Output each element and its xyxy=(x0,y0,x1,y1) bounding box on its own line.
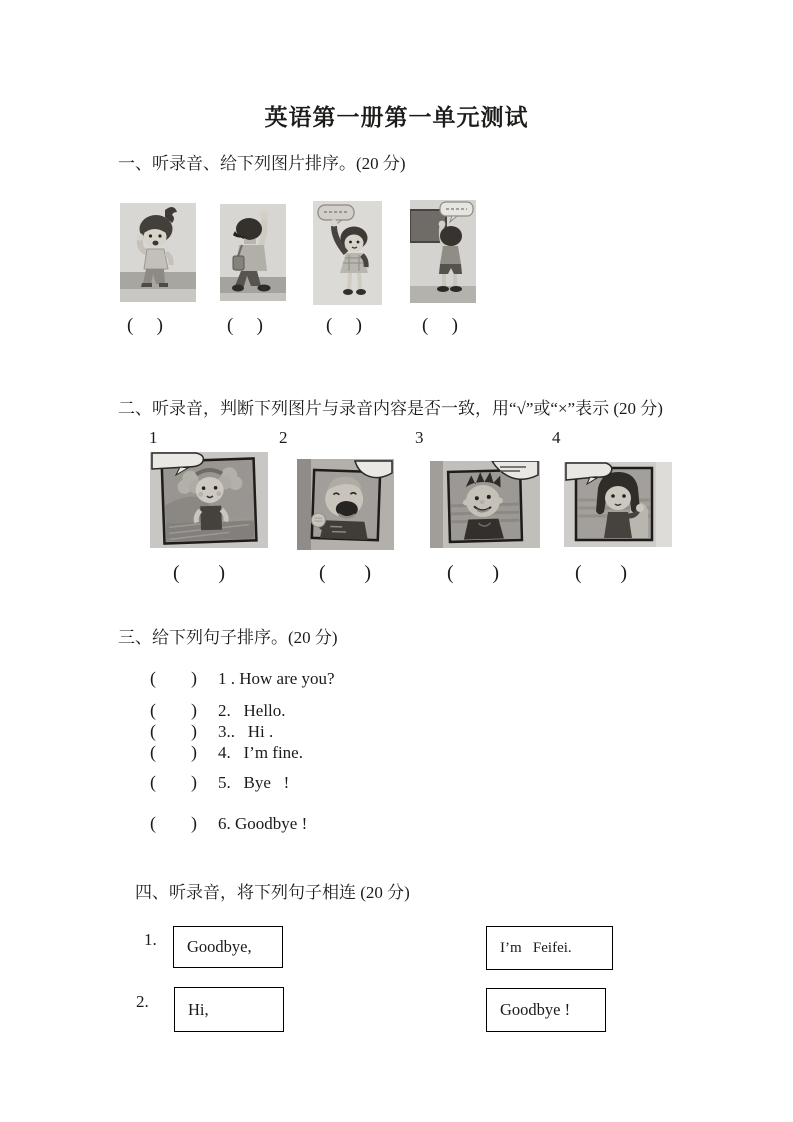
sentence-row xyxy=(150,813,307,834)
paren-open: ( xyxy=(319,562,326,584)
match-box-text: Goodbye, xyxy=(187,937,252,956)
answer-blank[interactable] xyxy=(422,316,458,335)
answer-blank[interactable] xyxy=(150,772,197,793)
paren-open: ( xyxy=(173,562,180,584)
match-number-2: 2. xyxy=(136,992,149,1011)
sentence-row xyxy=(150,772,289,793)
section4-heading: 四、听录音，将下列句子相连 (20 分) xyxy=(135,883,410,902)
match-box-right-2[interactable] xyxy=(486,988,606,1032)
match-number-1: 1. xyxy=(144,930,157,949)
paren-close: ) xyxy=(191,700,197,720)
section1-picture-1 xyxy=(120,203,196,302)
section1-picture-2 xyxy=(220,204,286,301)
sentence-row xyxy=(150,721,273,742)
paren-open: ( xyxy=(150,772,156,792)
paren-close: ) xyxy=(191,721,197,741)
match-box-left-1[interactable] xyxy=(173,926,283,968)
sentence-text: 2. Hello. xyxy=(218,701,286,720)
match-box-text: I’m Feifei. xyxy=(500,939,572,956)
girl-bob-hair-photo xyxy=(564,462,672,547)
match-box-text: Hi, xyxy=(188,999,209,1019)
paren-close: ) xyxy=(355,315,362,336)
paren-open: ( xyxy=(326,315,333,336)
sentence-text: 6. Goodbye ! xyxy=(218,814,308,833)
paren-open: ( xyxy=(447,562,454,584)
paren-open: ( xyxy=(150,721,156,741)
paren-open: ( xyxy=(150,668,156,688)
sentence-row xyxy=(150,700,286,721)
paren-close: ) xyxy=(191,813,197,833)
paren-close: ) xyxy=(451,315,458,336)
answer-blank[interactable] xyxy=(447,563,499,583)
paren-close: ) xyxy=(364,562,371,584)
answer-blank[interactable] xyxy=(150,668,197,689)
answer-blank[interactable] xyxy=(150,813,197,834)
paren-open: ( xyxy=(150,700,156,720)
paren-close: ) xyxy=(218,562,225,584)
answer-blank[interactable] xyxy=(227,316,263,335)
section1-picture-3 xyxy=(313,201,382,305)
answer-blank[interactable] xyxy=(575,563,627,583)
boy-walking-illustration xyxy=(220,204,286,301)
sentence-text: 5. Bye ! xyxy=(218,773,290,792)
section2-heading: 二、听录音，判断下列图片与录音内容是否一致，用“√”或“×”表示 (20 分) xyxy=(118,399,663,418)
boy-at-blackboard-illustration xyxy=(410,200,476,303)
sentence-text: 4. I’m fine. xyxy=(218,743,303,762)
answer-blank[interactable] xyxy=(150,742,197,763)
sentence-row xyxy=(150,742,303,763)
paren-open: ( xyxy=(575,562,582,584)
item-number-4: 4 xyxy=(552,428,561,447)
answer-blank[interactable] xyxy=(150,700,197,721)
answer-blank[interactable] xyxy=(127,316,163,335)
answer-blank[interactable] xyxy=(326,316,362,335)
paren-close: ) xyxy=(191,742,197,762)
section1-heading: 一、听录音、给下列图片排序。(20 分) xyxy=(118,154,406,173)
girl-waving-illustration xyxy=(120,203,196,302)
boy-shouting-photo xyxy=(297,459,394,550)
paren-close: ) xyxy=(256,315,263,336)
answer-blank[interactable] xyxy=(319,563,371,583)
section2-picture-3 xyxy=(430,461,540,548)
match-box-left-2[interactable] xyxy=(174,987,284,1032)
sentence-row xyxy=(150,668,335,689)
answer-blank[interactable] xyxy=(173,563,225,583)
section2-picture-1 xyxy=(150,452,268,548)
girl-arm-up-illustration xyxy=(313,201,382,305)
item-number-3: 3 xyxy=(415,428,424,447)
girl-pigtails-photo xyxy=(150,452,268,548)
match-box-text: Goodbye ! xyxy=(500,1000,571,1019)
sentence-text: 3.. Hi . xyxy=(218,722,274,741)
paren-open: ( xyxy=(150,742,156,762)
paren-close: ) xyxy=(620,562,627,584)
paren-open: ( xyxy=(127,315,134,336)
sentence-text: 1 . How are you? xyxy=(218,669,335,688)
paren-close: ) xyxy=(191,668,197,688)
boy-spiky-hair-photo xyxy=(430,461,540,548)
paren-open: ( xyxy=(227,315,234,336)
section3-heading: 三、给下列句子排序。(20 分) xyxy=(118,628,338,647)
paren-close: ) xyxy=(191,772,197,792)
section2-picture-2 xyxy=(297,459,394,550)
item-number-1: 1 xyxy=(149,428,158,447)
paren-open: ( xyxy=(422,315,429,336)
paren-close: ) xyxy=(156,315,163,336)
item-number-2: 2 xyxy=(279,428,288,447)
paren-open: ( xyxy=(150,813,156,833)
answer-blank[interactable] xyxy=(150,721,197,742)
match-box-right-1[interactable] xyxy=(486,926,613,970)
section1-picture-4 xyxy=(410,200,476,303)
section2-picture-4 xyxy=(564,462,672,547)
page-title: 英语第一册第一单元测试 xyxy=(264,104,529,130)
paren-close: ) xyxy=(492,562,499,584)
